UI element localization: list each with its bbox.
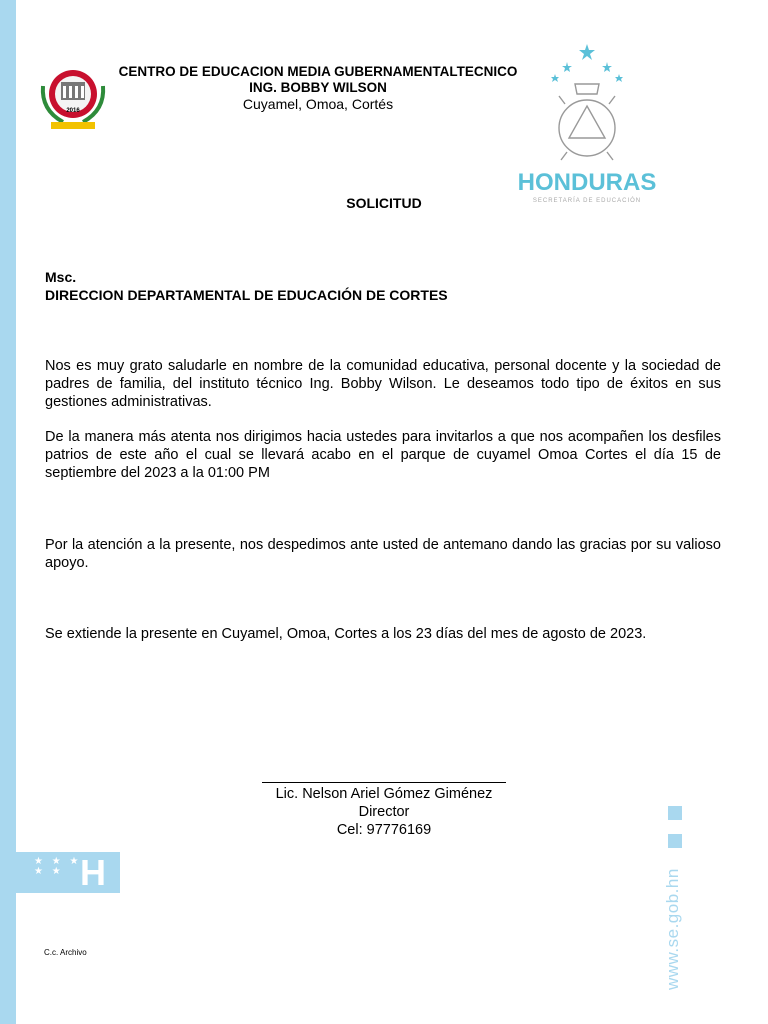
signer-role: Director xyxy=(358,804,410,820)
badge-letter: H xyxy=(80,852,106,893)
institution-location: Cuyamel, Omoa, Cortés xyxy=(242,96,394,112)
recipient-name: DIRECCION DEPARTAMENTAL DE EDUCACIÓN DE CORTES xyxy=(45,287,448,303)
school-logo xyxy=(33,58,113,136)
greeting-paragraph: Nos es muy grato saludarle en nombre de la comunidad educativa, personal docente y la sociedad de padres de familia, del instituto técnico Ing. Bobby Wilson. Le deseamos todo tipo de éxitos en sus gestiones administrativas. xyxy=(45,358,721,410)
website-url: www.se.gob.hn xyxy=(663,868,682,990)
institution-name: CENTRO DE EDUCACION MEDIA GUBERNAMENTALTECNICO xyxy=(118,64,518,79)
square-2 xyxy=(668,834,682,848)
badge-stars: ★ ★ ★ ★ ★ xyxy=(34,856,82,877)
institution-subname: ING. BOBBY WILSON xyxy=(249,80,387,95)
closing-paragraph: Por la atención a la presente, nos despedimos ante usted de antemano dando las gracias por su valioso apoyo. xyxy=(45,537,721,571)
left-accent-bar xyxy=(0,0,16,1024)
invitation-paragraph: De la manera más atenta nos dirigimos hacia ustedes para invitarlos a que nos acompañen los desfiles patrios de este año el cual se llevará acabo en el parque de cuyamel Omoa Cortes el día 15 de septiembre del 2023 a la 01:00 PM xyxy=(45,429,721,481)
institution-header xyxy=(112,64,524,112)
document-title: SOLICITUD xyxy=(346,195,422,211)
secretaria-label: SECRETARÍA DE EDUCACIÓN xyxy=(532,198,642,204)
honduras-h-badge xyxy=(16,852,120,893)
recipient-title: Msc. xyxy=(45,269,77,285)
signer-phone: Cel: 97776169 xyxy=(336,822,432,838)
honduras-wordmark: HONDURAS xyxy=(517,169,657,196)
square-1 xyxy=(668,806,682,820)
logo-year: 2016 xyxy=(66,108,80,114)
recipient-block xyxy=(45,268,448,304)
date-paragraph: Se extiende la presente en Cuyamel, Omoa, Cortes a los 23 días del mes de agosto de 2023. xyxy=(45,626,647,642)
honduras-education-logo xyxy=(505,40,670,208)
cc-archive: C.c. Archivo xyxy=(44,948,87,957)
decorative-squares xyxy=(668,806,683,862)
signature-block xyxy=(262,782,506,839)
signer-name: Lic. Nelson Ariel Gómez Giménez xyxy=(275,786,493,802)
